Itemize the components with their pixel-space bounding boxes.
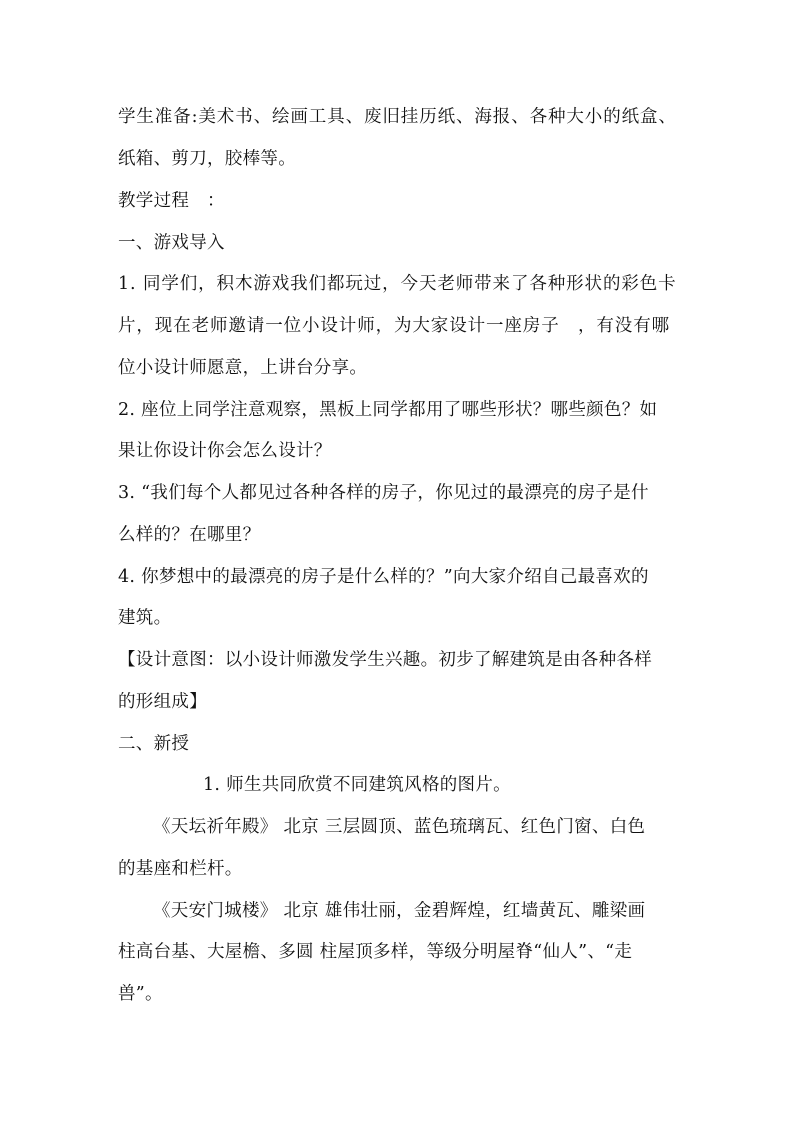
text-line-item-3: 3. “我们每个人都见过各种各样的房子，你见过的最漂亮的房子是什 (118, 483, 649, 503)
text-line-item-1-cont: 片，现在老师邀请一位小设计师，为大家设计一座房子 ，有没有哪 (118, 316, 670, 336)
text-line-design-intent-cont: 的形组成】 (118, 692, 207, 712)
text-line-item-3-cont: 么样的？在哪里？ (118, 525, 261, 545)
text-line-appreciate-pictures: 1. 师生共同欣赏不同建筑风格的图片。 (203, 775, 511, 795)
text-line-tiananmen-end: 兽”。 (118, 984, 163, 1004)
text-line-temple-of-heaven-cont: 的基座和栏杆。 (118, 859, 243, 879)
text-line-item-1-end: 位小设计师愿意，上讲台分享。 (118, 358, 368, 378)
text-line-student-prep-cont: 纸箱、剪刀，胶棒等。 (118, 149, 296, 169)
heading-game-intro: 一、游戏导入 (118, 233, 225, 253)
text-line-item-1: 1. 同学们，积木游戏我们都玩过，今天老师带来了各种形状的彩色卡 (118, 274, 677, 294)
text-line-item-4-cont: 建筑。 (118, 608, 172, 628)
text-line-student-prep: 学生准备:美术书、绘画工具、废旧挂历纸、海报、各种大小的纸盒、 (118, 107, 677, 127)
text-line-item-2: 2. 座位上同学注意观察，黑板上同学都用了哪些形状？哪些颜色？如 (118, 400, 658, 420)
text-line-item-4: 4. 你梦想中的最漂亮的房子是什么样的？”向大家介绍自己最喜欢的 (118, 567, 649, 587)
text-line-item-2-cont: 果让你设计你会怎么设计？ (118, 441, 332, 461)
text-line-tiananmen-cont: 柱高台基、大屋檐、多圆 柱屋顶多样，等级分明屋脊“仙人”、“走 (118, 942, 633, 962)
heading-new-lesson: 二、新授 (118, 734, 190, 754)
heading-teaching-process: 教学过程 ： (118, 191, 225, 211)
text-line-temple-of-heaven: 《天坛祈年殿》 北京 三层圆顶、蓝色琉璃瓦、红色门窗、白色 (153, 817, 646, 837)
text-line-tiananmen: 《天安门城楼》 北京 雄伟壮丽，金碧辉煌，红墙黄瓦、雕梁画 (153, 901, 646, 921)
text-line-design-intent: 【设计意图：以小设计师激发学生兴趣。初步了解建筑是由各种各样 (118, 650, 652, 670)
